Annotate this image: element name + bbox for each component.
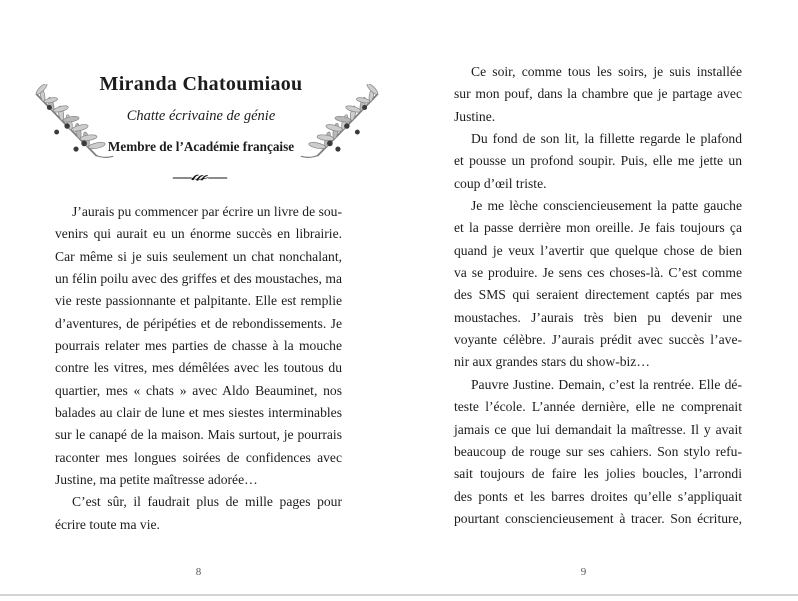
text-line: venirs qui aurait eu un énorme succès en librairie. bbox=[55, 226, 342, 242]
text-line: pourtant consciencieusement à tracer. Son écriture, bbox=[454, 510, 742, 526]
page-number-right: 9 bbox=[580, 566, 587, 578]
text-line: sait toujours de faire les jolies boucles, l’arrondi bbox=[454, 466, 742, 482]
text-line: nir aux grandes stars du show-biz… bbox=[454, 354, 650, 370]
text-line: Ce soir, comme tous les soirs, je suis installée bbox=[471, 64, 742, 79]
text-line: quartier, mes « chats » avec Aldo Beauminet, nos bbox=[55, 382, 342, 398]
text-line: jamais ce que lui demandait la maîtresse. Il y avait bbox=[454, 421, 742, 437]
text-line: Je me lèche consciencieusement la patte gauche bbox=[471, 198, 742, 214]
text-line: pourrais relater mes parties de chasse à la mouche bbox=[55, 338, 342, 354]
text-line: quand je veux l’avertir que quelque chose de bien bbox=[454, 242, 742, 258]
text-line: et pousse un profond soupir. Puis, elle me jette un bbox=[454, 153, 742, 169]
text-line: va se produire. Je sens ces choses-là. C’est comme bbox=[454, 265, 742, 281]
text-line: sur mon pouf, dans la chambre que je partage avec bbox=[454, 86, 742, 102]
text-line: d’aventures, de péripéties et de rebondissements. Je bbox=[55, 315, 342, 331]
text-line: Justine, ma petite maîtresse adorée… bbox=[55, 472, 258, 488]
author-role: Chatte écrivaine de génie bbox=[126, 108, 276, 124]
chapter-header bbox=[30, 72, 372, 155]
text-line: balades au clair de lune et mes siestes interminables bbox=[55, 405, 342, 421]
text-line: des SMS qui seraient directement captés par mes bbox=[454, 287, 742, 303]
page-body-right bbox=[454, 61, 742, 530]
text-line: Justine. bbox=[454, 108, 496, 124]
text-line: C’est sûr, il faudrait plus de mille pages pour bbox=[72, 494, 342, 510]
page-body-left bbox=[55, 201, 342, 536]
page-right bbox=[399, 0, 798, 601]
olive-branch-icon bbox=[30, 84, 114, 164]
text-line: Pauvre Justine. Demain, c’est la rentrée. Elle dé- bbox=[471, 376, 742, 392]
text-line: Du fond de son lit, la fillette regarde le plafond bbox=[471, 131, 742, 147]
text-line: un félin poilu avec des griffes et des moustaches, ma bbox=[55, 271, 342, 287]
page-number-left: 8 bbox=[195, 566, 202, 578]
text-line: vie reste passionnante et palpitante. Elle est remplie bbox=[55, 293, 342, 309]
text-line: et la passe derrière mon oreille. Je fais toujours ça bbox=[454, 220, 742, 236]
author-affiliation: Membre de l’Académie française bbox=[107, 139, 295, 154]
author-name: Miranda Chatoumiaou bbox=[99, 73, 303, 95]
text-line: coup d’œil triste. bbox=[454, 175, 547, 191]
text-line: J’aurais pu commencer par écrire un livre de sou- bbox=[72, 204, 342, 219]
text-line: sur le canapé de la maison. Mais surtout, je pourrais bbox=[55, 427, 342, 443]
text-line: teste l’école. L’année dernière, elle ne comprenait bbox=[454, 399, 742, 415]
text-line: voyante célèbre. J’aurais prédit avec succès l’ave- bbox=[454, 332, 742, 348]
text-line: Car même si je suis seulement un chat nonchalant, bbox=[55, 248, 342, 264]
twist-rule-ornament-icon bbox=[170, 169, 230, 187]
text-line: beaucoup de rouge sur ses cahiers. Son stylo refu- bbox=[454, 443, 742, 459]
text-line: écrire toute ma vie. bbox=[55, 516, 160, 532]
text-line: des ponts et les barres droites qu’elle s’appliquait bbox=[454, 488, 742, 504]
scan-bottom-edge bbox=[0, 594, 798, 596]
olive-branch-icon bbox=[300, 84, 384, 164]
text-line: contre les vitres, mes démêlées avec les toutous du bbox=[55, 360, 342, 376]
text-line: moustaches. J’aurais très bien pu devenir une bbox=[454, 309, 742, 325]
text-line: raconter mes longues soirées de confidences avec bbox=[55, 449, 342, 465]
